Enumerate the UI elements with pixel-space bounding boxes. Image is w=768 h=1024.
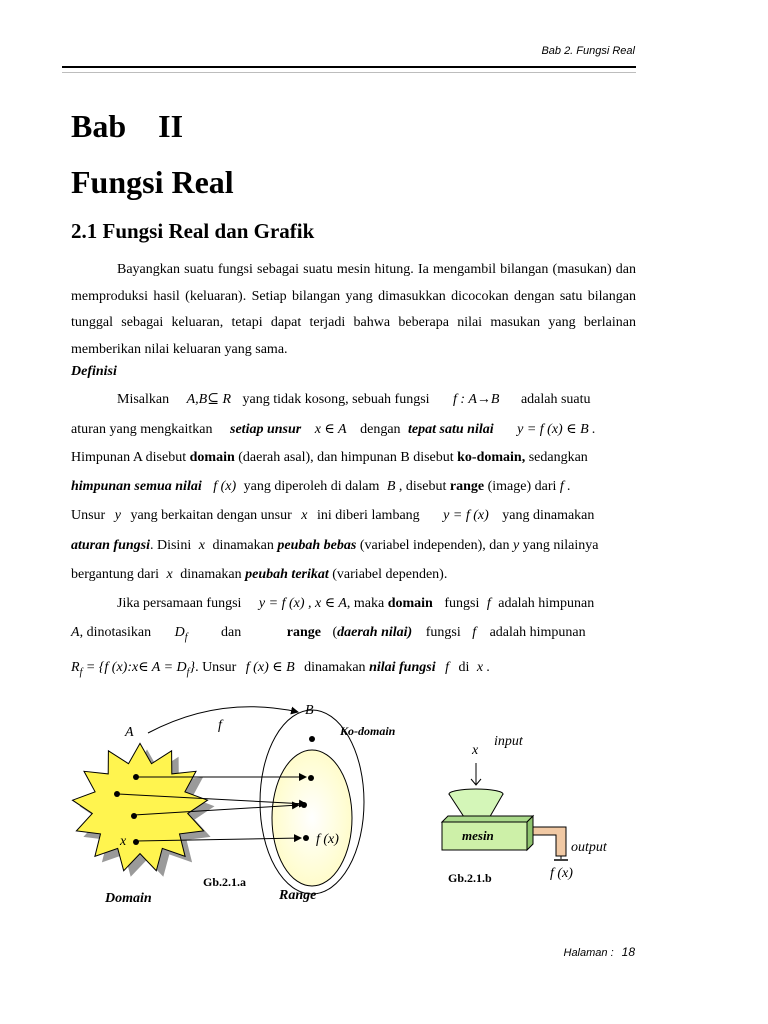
range-label: Range — [279, 888, 317, 903]
set-b-label: B — [305, 703, 314, 718]
math-text: f — [445, 660, 449, 675]
math-text: y — [114, 508, 121, 523]
math-text: f (x) ∈ B — [245, 660, 295, 675]
def-line-9 — [71, 625, 636, 643]
math-text: B — [386, 479, 396, 494]
output-fx-label: f (x) — [550, 866, 573, 881]
def-text: , dinotasikan — [79, 625, 152, 640]
def-text: . Unsur — [195, 660, 237, 675]
math-sub: f — [186, 666, 190, 678]
math-text: y = f (x) ∈ B . — [517, 422, 596, 437]
section-title: 2.1 Fungsi Real dan Grafik — [71, 219, 315, 243]
figure-mapping-diagram — [70, 695, 430, 915]
def-text: yang berkaitan dengan unsur — [130, 508, 292, 523]
def-bold: domain — [189, 450, 235, 465]
math-sub: f — [184, 631, 188, 643]
header-rule-thin — [62, 72, 636, 73]
math-sub: f — [79, 666, 83, 678]
def-text: dengan — [360, 422, 401, 437]
function-f-label: f — [218, 718, 222, 733]
def-text: yang dinamakan — [502, 508, 595, 523]
def-line-2 — [71, 421, 636, 438]
math-text: x ∈ A — [314, 422, 347, 437]
math-text: f — [486, 596, 491, 611]
page-number: 18 — [621, 945, 635, 959]
math-text: f : A→B — [453, 392, 500, 407]
def-text: dinamakan — [180, 567, 242, 582]
page-footer — [564, 945, 636, 959]
def-bold: setiap unsur — [230, 422, 302, 437]
footer-label: Halaman : — [563, 947, 614, 959]
def-line-8 — [71, 595, 636, 612]
def-text: yang nilainya — [522, 538, 599, 553]
def-bold: tepat satu nilai — [408, 422, 494, 437]
math-text: x . — [476, 660, 491, 675]
codomain-point — [309, 736, 315, 742]
def-text: fungsi — [425, 625, 461, 640]
figure-machine-diagram — [440, 725, 620, 890]
def-bold: domain — [387, 596, 433, 611]
machine-side — [527, 816, 533, 850]
def-text: di — [458, 660, 470, 675]
def-bold: aturan fungsi — [71, 538, 150, 553]
def-text: adalah himpunan — [489, 625, 586, 640]
running-header: Bab 2. Fungsi Real — [541, 45, 635, 57]
range-point — [301, 802, 307, 808]
domain-point — [131, 813, 137, 819]
math-text: y = f (x) — [443, 508, 489, 523]
def-text: ini diberi lambang — [317, 508, 420, 523]
output-label: output — [571, 840, 607, 855]
def-text: (daerah asal), dan himpunan B disebut — [238, 450, 454, 465]
def-text: yang tidak kosong, sebuah fungsi — [242, 392, 430, 407]
math-text: } — [189, 660, 196, 675]
def-text: yang diperoleh di dalam — [243, 479, 380, 494]
def-bold: peubah terikat — [245, 567, 329, 582]
def-line-3 — [71, 450, 636, 466]
math-text: y = f (x) , x ∈ A — [258, 596, 347, 611]
math-text: x — [198, 538, 205, 553]
fx-label: f (x) — [316, 832, 339, 847]
chapter-title: Fungsi Real — [71, 164, 234, 200]
def-text: (variabel independen), dan — [359, 538, 510, 553]
def-text: (image) dari — [487, 479, 557, 494]
header-rule — [62, 66, 636, 68]
def-bold: nilai fungsi — [369, 660, 436, 675]
output-pipe — [533, 827, 566, 856]
def-text: dinamakan — [304, 660, 366, 675]
def-text: dan — [221, 625, 242, 640]
def-text: adalah himpunan — [498, 596, 595, 611]
def-text: Unsur — [71, 508, 106, 523]
def-bold: range — [286, 625, 321, 640]
range-point — [303, 835, 309, 841]
math-text: = {f (x):x∈ A = D — [82, 660, 187, 675]
math-text: f . — [559, 479, 571, 494]
def-line-7 — [71, 567, 636, 583]
def-line-4 — [71, 479, 636, 495]
def-bold: range — [449, 479, 485, 494]
def-text: Jika persamaan fungsi — [117, 596, 242, 611]
figure-a-caption: Gb.2.1.a — [203, 875, 247, 889]
math-text: R — [71, 660, 80, 675]
def-text: ( — [332, 625, 338, 640]
set-a-label: A — [125, 725, 134, 740]
def-text: adalah suatu — [520, 392, 591, 407]
def-bold: peubah bebas — [277, 538, 357, 553]
machine-label: mesin — [462, 828, 494, 843]
input-label: input — [494, 734, 523, 749]
def-text: aturan yang mengkaitkan — [71, 422, 213, 437]
math-text: x — [166, 567, 173, 582]
def-text: sedangkan — [528, 450, 588, 465]
def-bold: ko-domain, — [457, 450, 526, 465]
def-text: Himpunan A disebut — [71, 450, 187, 465]
domain-point — [133, 839, 139, 845]
math-text: A,B⊆ R — [186, 392, 231, 407]
kodomain-label: Ko-domain — [340, 724, 396, 738]
def-text: (variabel dependen). — [332, 567, 448, 582]
range-ellipse — [272, 750, 352, 886]
intro-paragraph: Bayangkan suatu fungsi sebagai suatu mesin hitung. Ia mengambil bilangan (masukan) dan memproduksi hasil (keluaran). Setiap bilangan yang dimasukkan dicocokan dengan satu bilangan tunggal sebagai keluaran, tetapi dapat terjadi bahwa beberapa nilai masukan yang berlainan memberikan nilai keluaran yang sama. — [71, 262, 636, 357]
definisi-heading: Definisi — [71, 364, 117, 379]
math-text: f (x) — [213, 479, 237, 494]
def-text: dinamakan — [212, 538, 274, 553]
x-label: x — [120, 834, 127, 849]
def-bold: daerah nilai) — [337, 625, 413, 640]
range-point — [308, 775, 314, 781]
def-line-6 — [71, 538, 636, 554]
machine-top — [442, 816, 533, 822]
def-text: bergantung dari — [71, 567, 159, 582]
def-text: fungsi — [444, 596, 480, 611]
math-text: x — [301, 508, 308, 523]
domain-label: Domain — [105, 891, 152, 906]
chapter-label: Bab II — [71, 108, 184, 144]
def-line-10 — [71, 659, 636, 678]
figure-b-caption: Gb.2.1.b — [448, 871, 492, 885]
function-arrow — [148, 707, 298, 733]
def-text: , maka — [346, 596, 385, 611]
domain-point — [133, 774, 139, 780]
math-text: D — [174, 625, 185, 640]
input-x-label: x — [472, 743, 479, 758]
def-line-5 — [71, 508, 636, 524]
def-text: , disebut — [398, 479, 447, 494]
def-text: . Disini — [149, 538, 192, 553]
math-text: y — [512, 538, 520, 553]
def-text: Misalkan — [117, 392, 170, 407]
math-text: A — [71, 625, 80, 640]
def-line-1 — [71, 391, 636, 408]
def-bold: himpunan semua nilai — [71, 479, 202, 494]
domain-point — [114, 791, 120, 797]
input-arrow — [471, 763, 481, 785]
math-text: f — [472, 625, 477, 640]
